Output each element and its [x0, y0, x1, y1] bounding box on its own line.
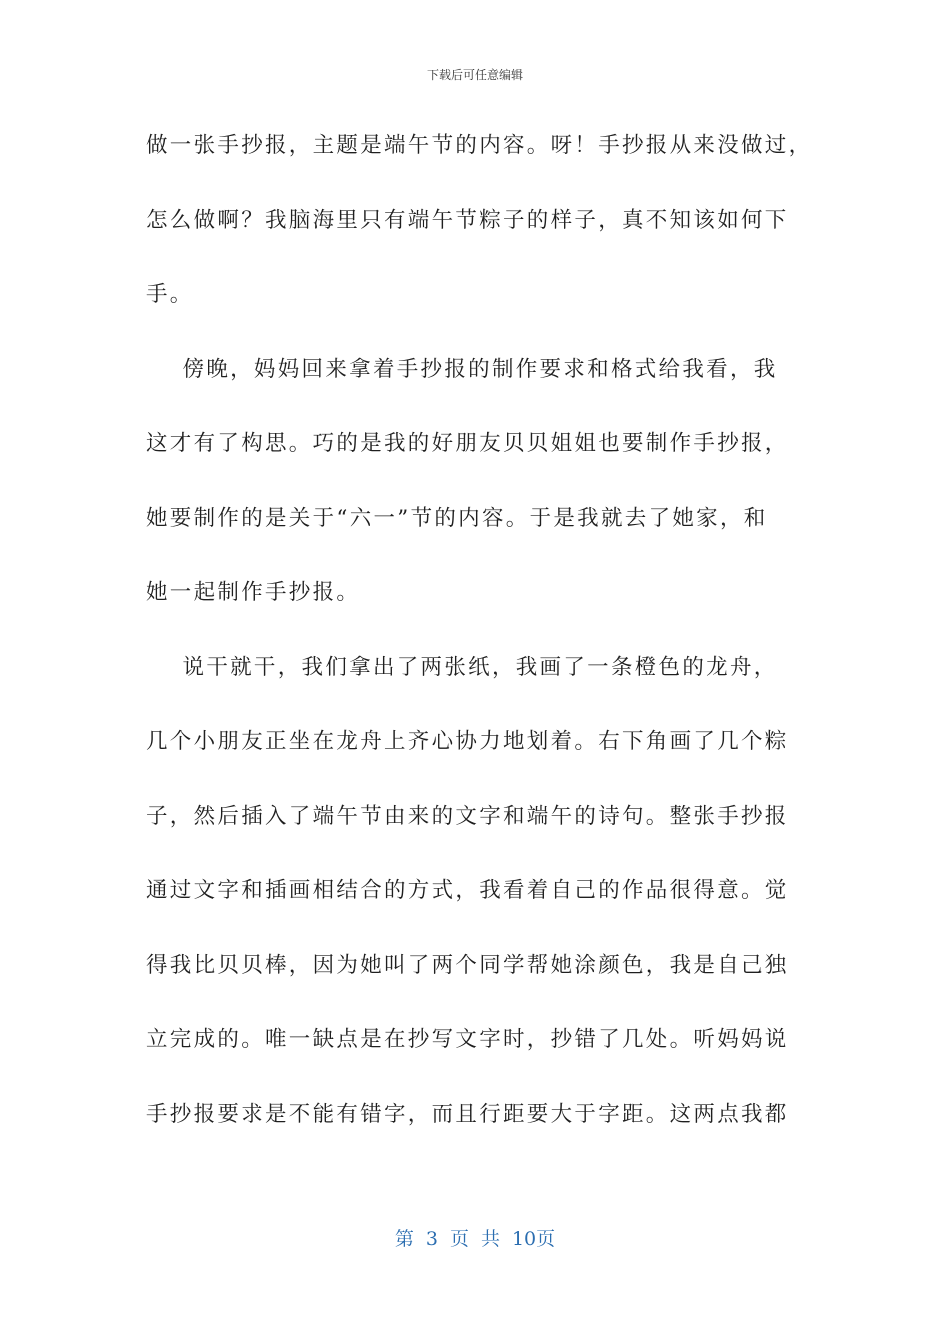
body-line: 傍晚，妈妈回来拿着手抄报的制作要求和格式给我看，我 [146, 356, 778, 382]
body-line: 立完成的。唯一缺点是在抄写文字时，抄错了几处。听妈妈说 [146, 1027, 789, 1052]
page-number-footer [0, 1224, 950, 1254]
body-line: 她一起制作手抄报。 [146, 580, 361, 605]
body-line: 手。 [146, 282, 194, 307]
footer-total-word: 共 [480, 1228, 500, 1250]
body-line: 怎么做啊？我脑海里只有端午节粽子的样子，真不知该如何下 [146, 207, 789, 233]
body-line: 说干就干，我们拿出了两张纸，我画了一条橙色的龙舟， [146, 654, 778, 680]
body-line: 她要制作的是关于“六一”节的内容。于是我就去了她家，和 [146, 505, 768, 531]
body-line: 几个小朋友正坐在龙舟上齐心协力地划着。右下角画了几个粽 [146, 729, 789, 754]
body-line: 得我比贝贝棒，因为她叫了两个同学帮她涂颜色，我是自己独 [146, 952, 789, 978]
document-body [146, 116, 814, 1159]
body-line: 子，然后插入了端午节由来的文字和端午的诗句。整张手抄报 [146, 803, 789, 829]
footer-prefix: 第 [394, 1228, 414, 1250]
body-line: 手抄报要求是不能有错字，而且行距要大于字距。这两点我都 [146, 1101, 789, 1127]
body-line: 做一张手抄报，主题是端午节的内容。呀！手抄报从来没做过， [146, 133, 813, 158]
footer-total-pages: 10页 [511, 1228, 556, 1250]
page-header-note: 下载后可任意编辑 [426, 68, 523, 82]
footer-current-page: 3 [425, 1228, 438, 1250]
body-line: 这才有了构思。巧的是我的好朋友贝贝姐姐也要制作手抄报， [146, 431, 789, 456]
footer-page-word: 页 [449, 1228, 469, 1250]
body-line: 通过文字和插画相结合的方式，我看着自己的作品很得意。觉 [146, 878, 789, 903]
